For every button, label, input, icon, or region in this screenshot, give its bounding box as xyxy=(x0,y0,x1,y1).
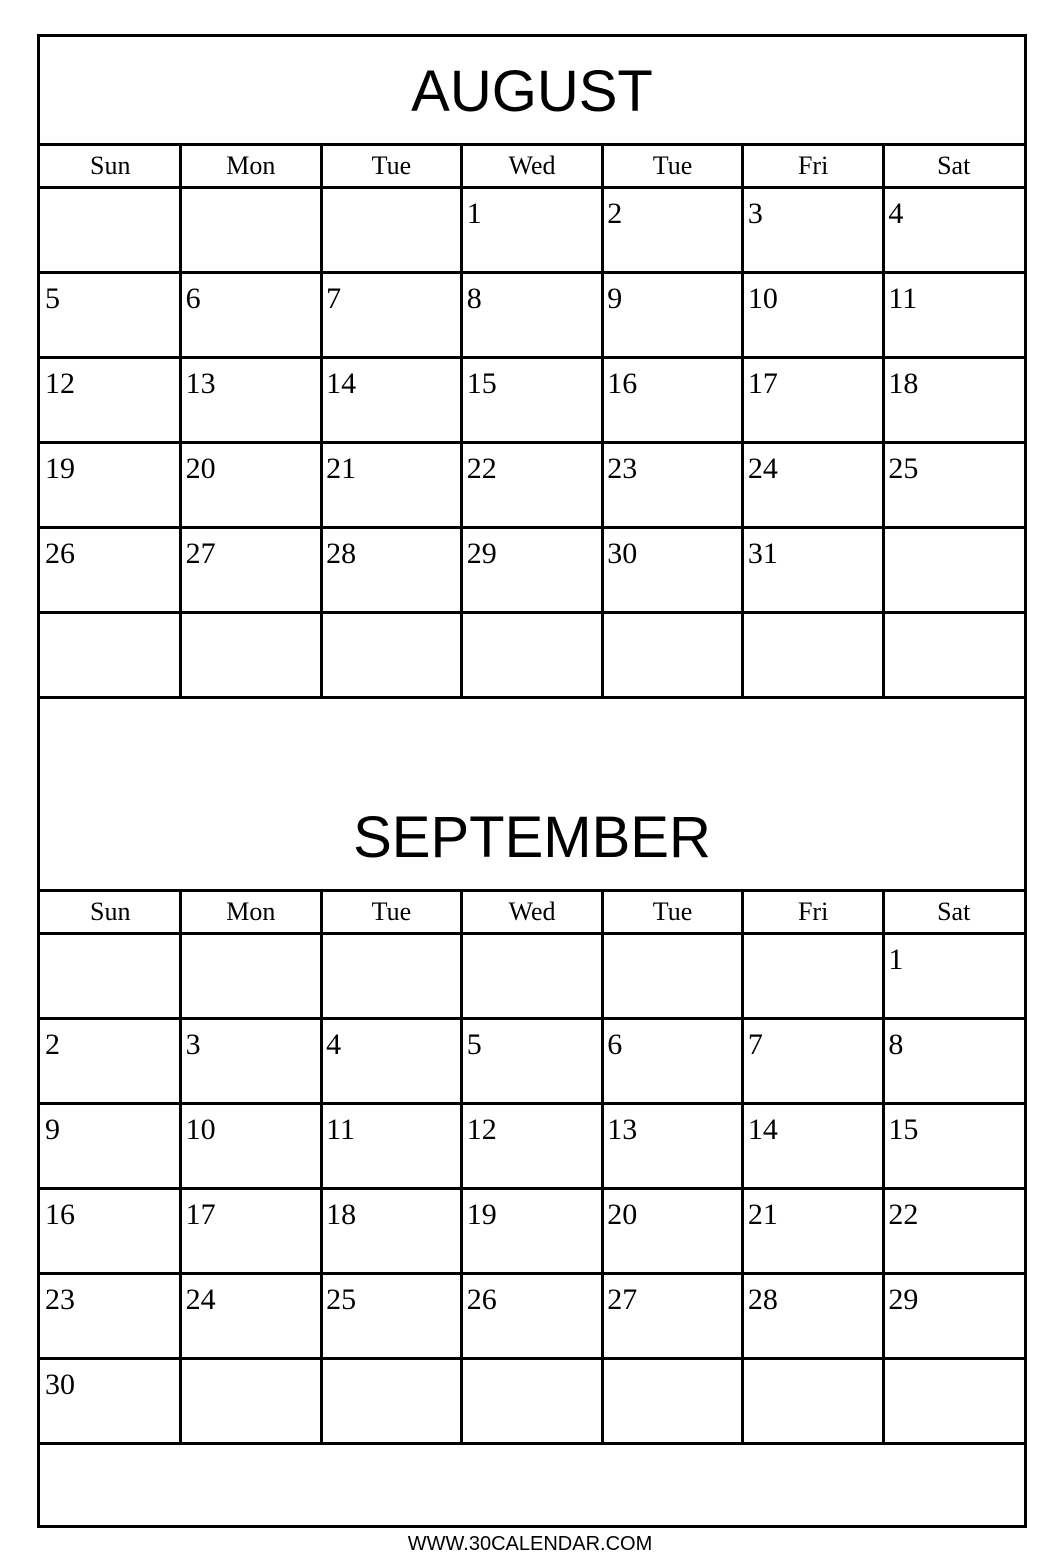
september-day-number: 12 xyxy=(466,1113,497,1146)
august-day-number: 15 xyxy=(466,367,497,400)
grid-line xyxy=(40,1357,1024,1360)
grid-line xyxy=(40,1102,1024,1105)
september-day-number: 7 xyxy=(747,1028,763,1061)
september-day-number: 16 xyxy=(45,1198,75,1231)
grid-line xyxy=(40,696,1024,699)
august-month-title: AUGUST xyxy=(411,59,653,124)
grid-line xyxy=(40,271,1024,274)
september-month-title: SEPTEMBER xyxy=(353,805,711,870)
september-day-number: 10 xyxy=(185,1113,216,1146)
august-day-number: 8 xyxy=(466,282,482,315)
grid-line xyxy=(741,145,744,698)
september-day-number: 29 xyxy=(888,1283,919,1316)
september-day-number: 21 xyxy=(747,1198,778,1231)
august-day-number: 12 xyxy=(45,367,75,400)
august-day-number: 21 xyxy=(326,452,357,485)
grid-line xyxy=(741,891,744,1444)
grid-line xyxy=(460,145,463,698)
grid-line xyxy=(40,356,1024,359)
september-day-number: 8 xyxy=(888,1028,904,1061)
august-day-number: 14 xyxy=(326,367,357,400)
september-day-number: 17 xyxy=(185,1198,216,1231)
september-day-number: 5 xyxy=(466,1028,482,1061)
august-day-number: 18 xyxy=(888,367,919,400)
september-day-number: 19 xyxy=(466,1198,497,1231)
august-day-number: 28 xyxy=(326,537,357,570)
grid-line xyxy=(179,891,182,1444)
august-weekday-header: Mon xyxy=(226,151,276,180)
august-day-number: 23 xyxy=(607,452,638,485)
august-day-number: 5 xyxy=(45,282,60,315)
september-day-number: 3 xyxy=(185,1028,201,1061)
august-day-number: 17 xyxy=(747,367,778,400)
september-day-number: 6 xyxy=(607,1028,623,1061)
grid-line xyxy=(601,891,604,1444)
august-day-number: 20 xyxy=(185,452,216,485)
grid-line xyxy=(179,145,182,698)
september-day-number: 20 xyxy=(607,1198,638,1231)
august-day-number: 7 xyxy=(326,282,342,315)
grid-line xyxy=(40,526,1024,529)
august-weekday-header: Tue xyxy=(652,151,693,180)
august-day-number: 2 xyxy=(607,197,623,230)
september-day-number: 11 xyxy=(326,1113,356,1146)
august-day-number: 24 xyxy=(747,452,778,485)
grid-line xyxy=(40,1187,1024,1190)
grid-line xyxy=(40,1017,1024,1020)
august-day-number: 16 xyxy=(607,367,638,400)
grid-line xyxy=(882,145,885,698)
grid-line xyxy=(40,932,1024,935)
august-day-number: 9 xyxy=(607,282,623,315)
september-day-number: 22 xyxy=(888,1198,919,1231)
august-day-number: 13 xyxy=(185,367,216,400)
grid-line xyxy=(601,145,604,698)
september-weekday-header: Sun xyxy=(90,897,131,926)
august-weekday-header: Fri xyxy=(797,151,829,180)
august-day-number: 25 xyxy=(888,452,919,485)
september-day-number: 24 xyxy=(185,1283,216,1316)
grid-line xyxy=(40,1442,1024,1445)
september-weekday-header: Wed xyxy=(508,897,556,926)
grid-line xyxy=(882,891,885,1444)
august-day-number: 4 xyxy=(888,197,904,230)
august-day-number: 3 xyxy=(747,197,763,230)
august-day-number: 6 xyxy=(185,282,201,315)
september-day-number: 15 xyxy=(888,1113,919,1146)
august-day-number: 31 xyxy=(747,537,778,570)
august-day-number: 27 xyxy=(185,537,216,570)
september-day-number: 25 xyxy=(326,1283,357,1316)
grid-line xyxy=(40,611,1024,614)
grid-line xyxy=(320,145,323,698)
calendar-sheet xyxy=(37,34,1027,1528)
september-day-number: 23 xyxy=(45,1283,75,1316)
september-day-number: 13 xyxy=(607,1113,638,1146)
september-day-number: 1 xyxy=(888,943,904,976)
august-day-number: 1 xyxy=(466,197,482,230)
august-weekday-header: Wed xyxy=(508,151,556,180)
september-day-number: 30 xyxy=(45,1368,75,1401)
september-weekday-header: Tue xyxy=(652,897,693,926)
september-day-number: 2 xyxy=(45,1028,60,1061)
september-day-number: 27 xyxy=(607,1283,638,1316)
grid-line xyxy=(40,186,1024,189)
august-day-number: 11 xyxy=(888,282,918,315)
grid-line xyxy=(40,441,1024,444)
september-weekday-header: Tue xyxy=(371,897,412,926)
grid-line xyxy=(320,891,323,1444)
august-weekday-header: Sun xyxy=(90,151,131,180)
september-day-number: 28 xyxy=(747,1283,778,1316)
august-day-number: 30 xyxy=(607,537,638,570)
august-weekday-header: Sat xyxy=(937,151,971,180)
september-day-number: 18 xyxy=(326,1198,357,1231)
august-day-number: 19 xyxy=(45,452,75,485)
september-day-number: 4 xyxy=(326,1028,342,1061)
grid-line xyxy=(40,143,1024,146)
grid-line xyxy=(40,1272,1024,1275)
footer-url: WWW.30CALENDAR.COM xyxy=(407,1533,653,1555)
august-day-number: 29 xyxy=(466,537,497,570)
grid-line xyxy=(460,891,463,1444)
grid-line xyxy=(40,889,1024,892)
september-weekday-header: Mon xyxy=(226,897,276,926)
september-weekday-header: Sat xyxy=(937,897,971,926)
september-day-number: 14 xyxy=(747,1113,778,1146)
august-day-number: 22 xyxy=(466,452,497,485)
august-day-number: 26 xyxy=(45,537,75,570)
august-weekday-header: Tue xyxy=(371,151,412,180)
september-day-number: 26 xyxy=(466,1283,497,1316)
september-day-number: 9 xyxy=(45,1113,60,1146)
august-day-number: 10 xyxy=(747,282,778,315)
september-weekday-header: Fri xyxy=(797,897,829,926)
